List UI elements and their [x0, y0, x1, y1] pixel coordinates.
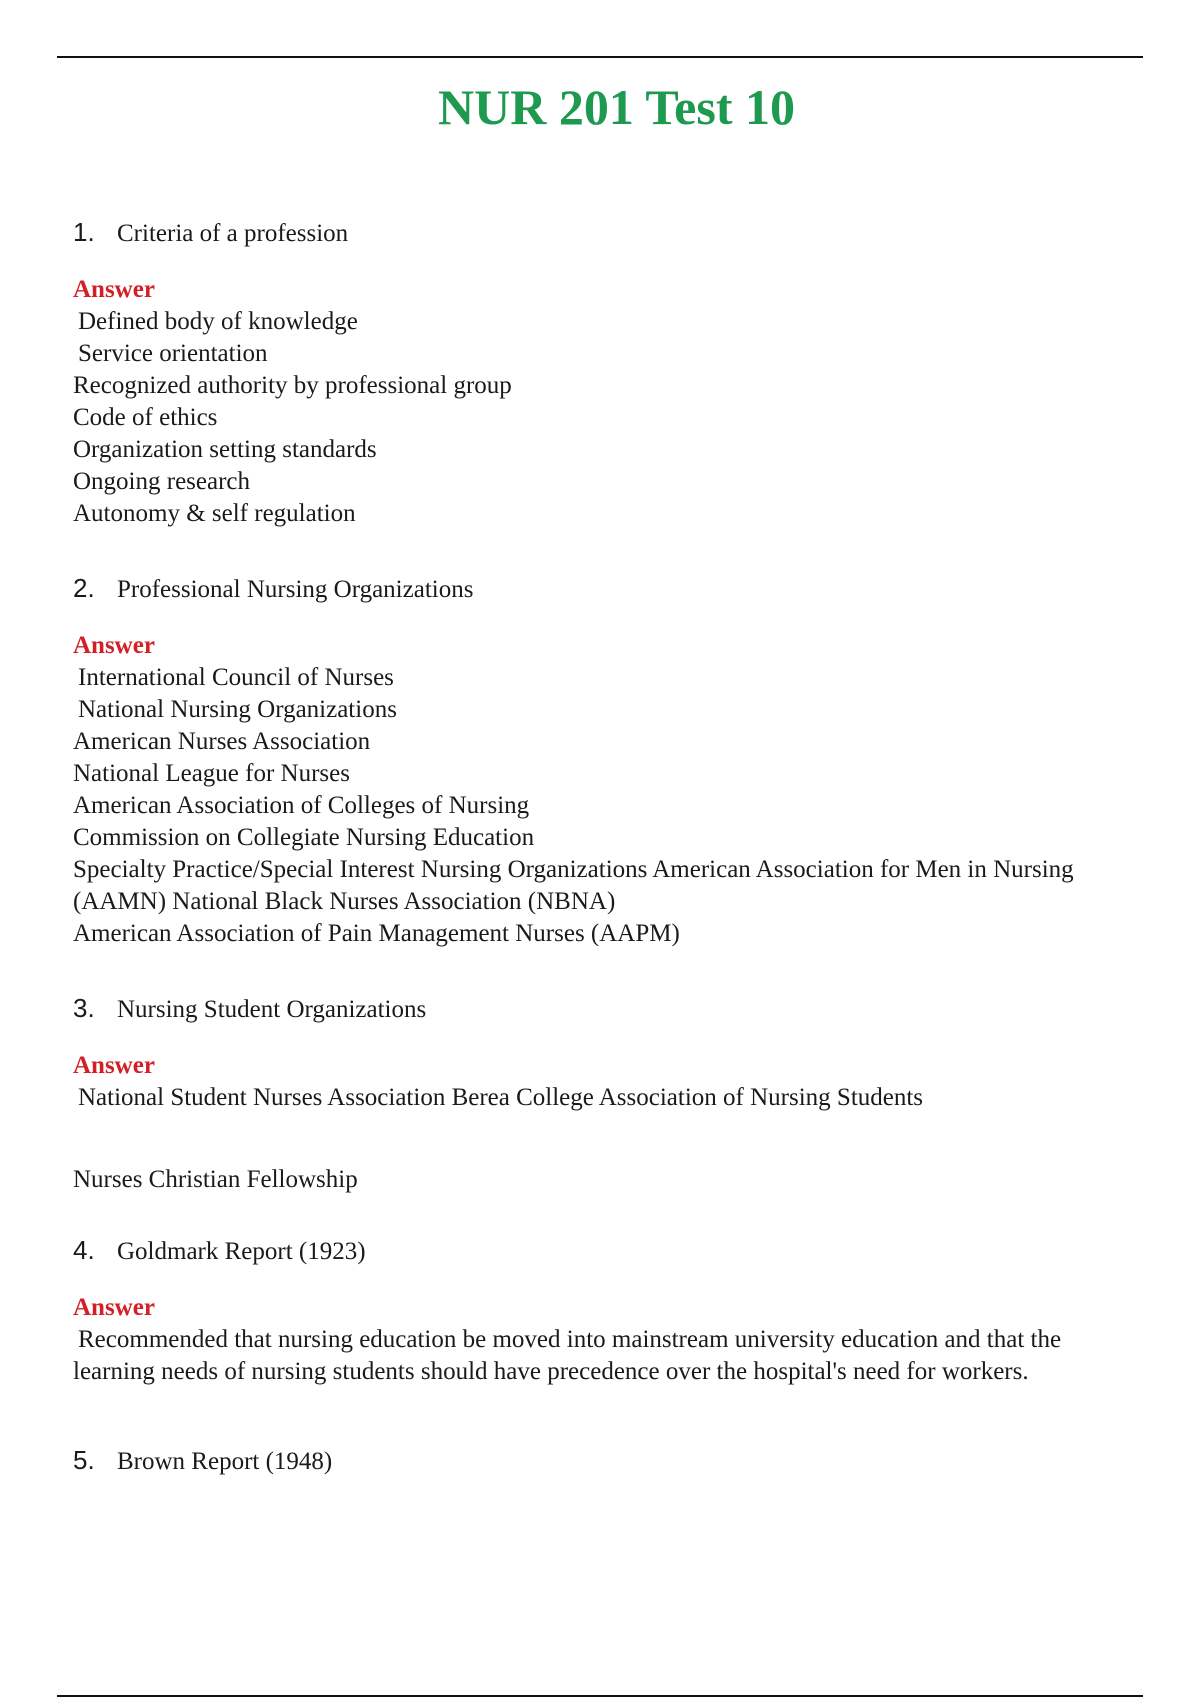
bottom-rule [57, 1695, 1143, 1697]
answer-label: Answer [73, 1294, 155, 1321]
answer-line: Specialty Practice/Special Interest Nursing Organizations American Association for Men in Nursing (AAMN) National Black Nurses Association (NBNA) [73, 856, 1080, 915]
question-number: 2. [73, 573, 95, 603]
answer-line: National Nursing Organizations [78, 696, 397, 723]
question-2 [73, 568, 1148, 950]
question-prompt: Goldmark Report (1923) [117, 1238, 366, 1265]
question-4 [73, 1230, 1148, 1388]
answer-line: National Student Nurses Association Berea College Association of Nursing Students [78, 1084, 924, 1111]
answer-line: Ongoing research [73, 468, 251, 495]
answer-list [73, 1082, 1148, 1114]
question-header [73, 988, 1148, 1028]
answer-line: Defined body of knowledge [78, 308, 358, 335]
answer-line: American Association of Colleges of Nursing [73, 792, 530, 819]
answer-line: Code of ethics [73, 404, 218, 431]
question-prompt: Nursing Student Organizations [117, 996, 427, 1023]
answer-line: Organization setting standards [73, 436, 377, 463]
answer-label: Answer [73, 276, 155, 303]
question-number: 4. [73, 1235, 95, 1265]
question-header [73, 1440, 1148, 1480]
answer-extra-line: Nurses Christian Fellowship [73, 1166, 358, 1193]
answer-line: Commission on Collegiate Nursing Education [73, 824, 535, 851]
question-1 [73, 212, 1148, 530]
answer-line: Service orientation [78, 340, 268, 367]
question-number: 3. [73, 993, 95, 1023]
answer-line: National League for Nurses [73, 760, 350, 787]
question-number: 1. [73, 217, 95, 247]
question-3 [73, 988, 1148, 1196]
question-5 [73, 1440, 1148, 1480]
question-header [73, 568, 1148, 608]
answer-line: Autonomy & self regulation [73, 500, 356, 527]
question-number: 5. [73, 1445, 95, 1475]
answer-label: Answer [73, 1052, 155, 1079]
question-prompt: Professional Nursing Organizations [117, 576, 474, 603]
question-header [73, 1230, 1148, 1270]
answer-line: American Association of Pain Management Nurses (AAPM) [73, 920, 680, 947]
top-rule [57, 56, 1143, 58]
page-title: NUR 201 Test 10 [438, 79, 795, 135]
question-prompt: Brown Report (1948) [117, 1448, 333, 1475]
answer-label: Answer [73, 632, 155, 659]
answer-line: Recognized authority by professional group [73, 372, 512, 399]
answer-paragraph: Recommended that nursing education be moved into mainstream university education and that the learning needs of nursing students should have precedence over the hospital's need for workers. [73, 1326, 1062, 1385]
question-prompt: Criteria of a profession [117, 220, 349, 247]
answer-list [73, 306, 1148, 530]
answer-line: American Nurses Association [73, 728, 371, 755]
answer-line: International Council of Nurses [78, 664, 394, 691]
answer-list [73, 662, 1148, 950]
document-body [73, 212, 1148, 1480]
question-header [73, 212, 1148, 252]
